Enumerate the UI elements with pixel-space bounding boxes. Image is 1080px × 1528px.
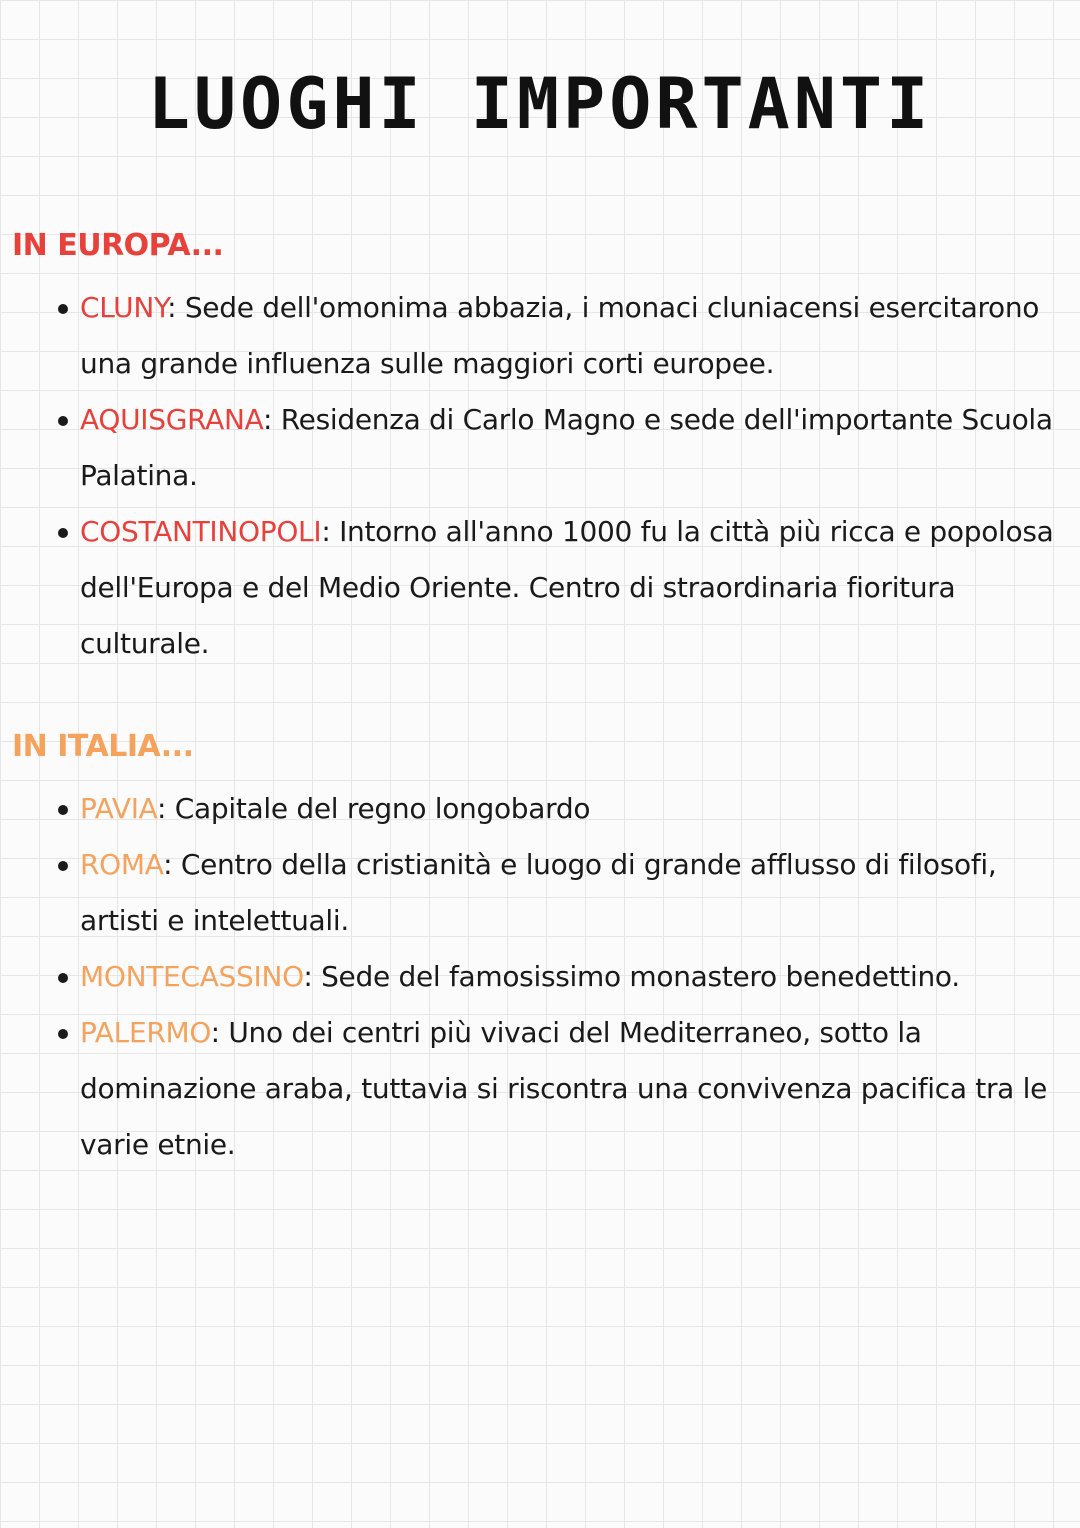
- separator: :: [167, 291, 177, 324]
- place-name: ROMA: [80, 848, 164, 881]
- bullet-icon: [58, 416, 68, 426]
- italia-list: [12, 781, 1072, 1173]
- list-item-montecassino: [12, 949, 1072, 1005]
- place-name: MONTECASSINO: [80, 960, 304, 993]
- list-item-palermo: [12, 1005, 1072, 1173]
- page-title: LUOGHI IMPORTANTI: [147, 63, 933, 145]
- place-description: Sede dell'omonima abbazia, i monaci cluniacensi esercitarono una grande influenza sulle maggiori corti europee.: [80, 291, 1040, 380]
- place-name: PAVIA: [80, 792, 158, 825]
- bullet-icon: [58, 973, 68, 983]
- bullet-icon: [58, 1029, 68, 1039]
- place-name: COSTANTINOPOLI: [80, 515, 322, 548]
- list-item-pavia: [12, 781, 1072, 837]
- europa-list: [12, 280, 1072, 672]
- bullet-icon: [58, 805, 68, 815]
- place-name: AQUISGRANA: [80, 403, 264, 436]
- list-item-aquisgrana: [12, 392, 1072, 504]
- place-description: Intorno all'anno 1000 fu la città più ricca e popolosa dell'Europa e del Medio Oriente. Centro di straordinaria fioritura culturale.: [80, 515, 1054, 660]
- separator: :: [303, 960, 313, 993]
- separator: :: [263, 403, 273, 436]
- place-name: PALERMO: [80, 1016, 211, 1049]
- list-item-cluny: [12, 280, 1072, 392]
- separator: :: [157, 792, 167, 825]
- place-description: Centro della cristianità e luogo di grande afflusso di filosofi, artisti e intelettuali.: [80, 848, 997, 937]
- place-description: Residenza di Carlo Magno e sede dell'importante Scuola Palatina.: [80, 403, 1053, 492]
- list-item-roma: [12, 837, 1072, 949]
- section-italia: [12, 727, 1072, 1173]
- place-name: CLUNY: [80, 291, 168, 324]
- section-heading-italia: IN ITALIA...: [12, 729, 194, 764]
- list-item-costantinopoli: [12, 504, 1072, 672]
- place-description: Capitale del regno longobardo: [166, 792, 591, 825]
- separator: :: [163, 848, 173, 881]
- separator: :: [210, 1016, 220, 1049]
- section-europa: [12, 226, 1072, 672]
- place-description: Uno dei centri più vivaci del Mediterraneo, sotto la dominazione araba, tuttavia si riscontra una convivenza pacifica tra le varie etnie.: [80, 1016, 1048, 1161]
- bullet-icon: [58, 528, 68, 538]
- separator: :: [321, 515, 331, 548]
- place-description: Sede del famosissimo monastero benedettino.: [312, 960, 960, 993]
- bullet-icon: [58, 861, 68, 871]
- bullet-icon: [58, 304, 68, 314]
- section-heading-europa: IN EUROPA...: [12, 228, 224, 263]
